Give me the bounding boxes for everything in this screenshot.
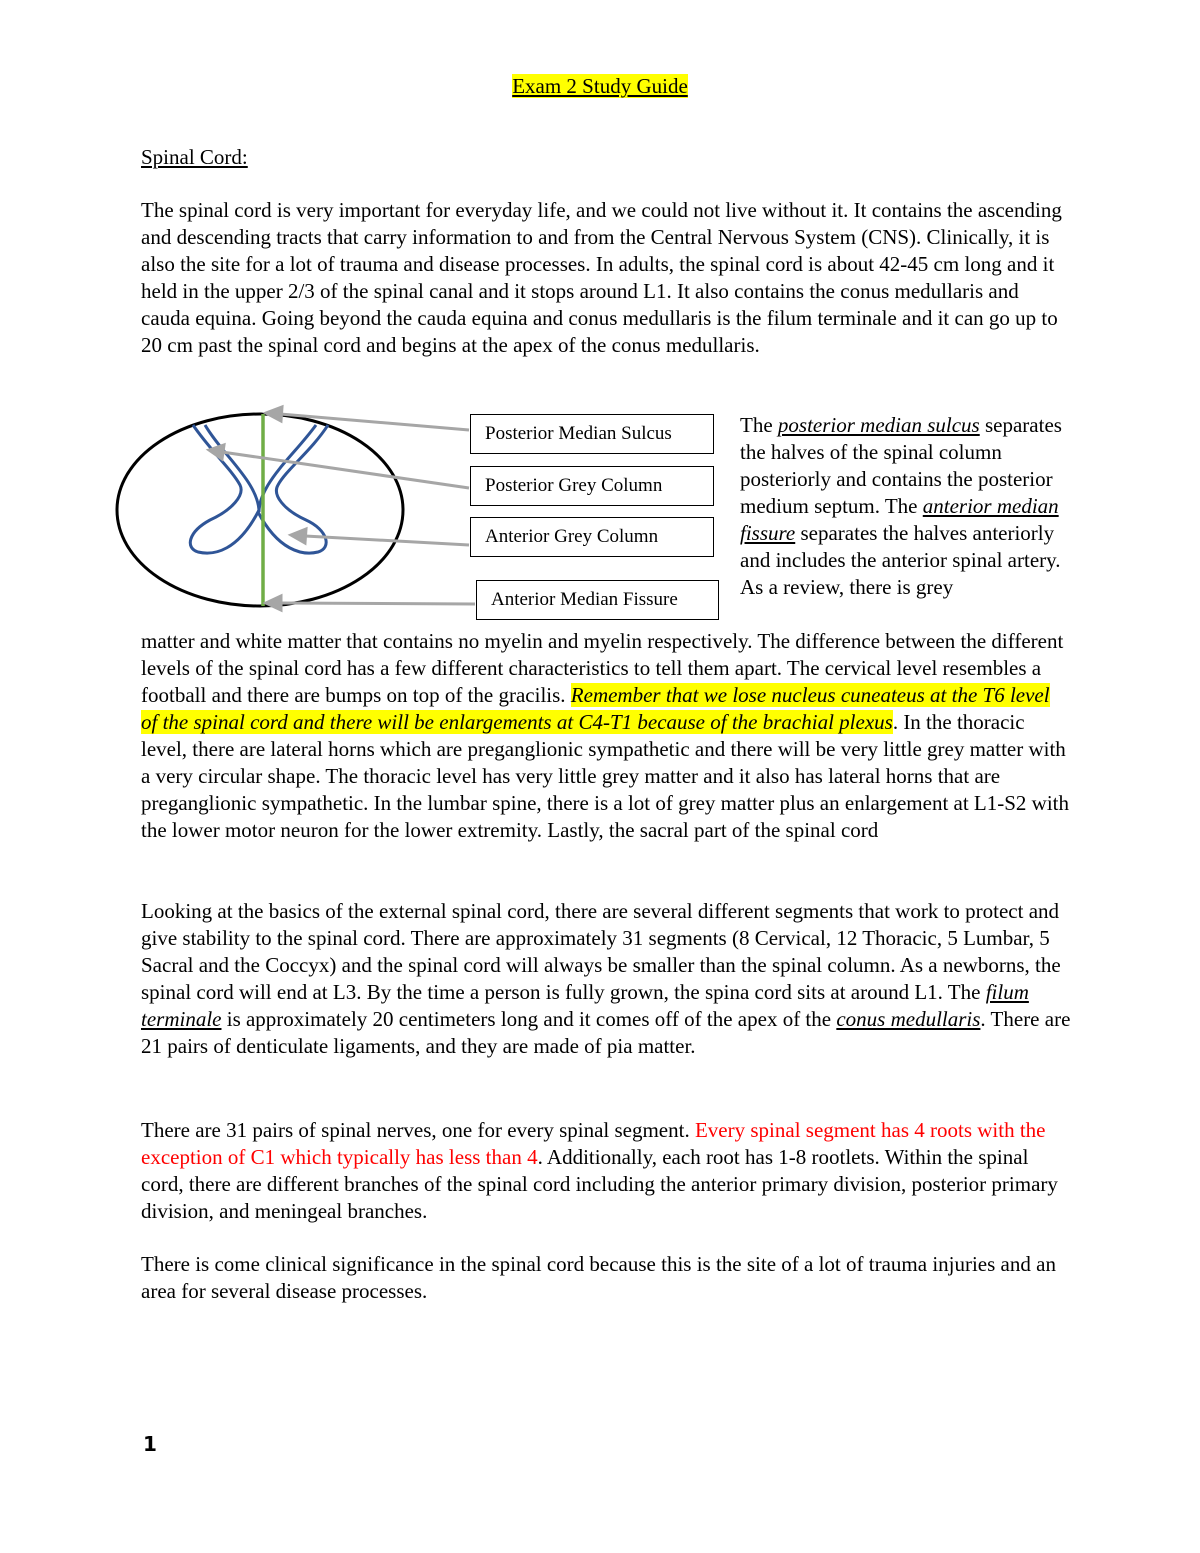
paragraph-spinal-nerves: There are 31 pairs of spinal nerves, one for every spinal segment. Every spinal segment has 4 roots with the exception of C1 which typically has less than 4. Additionally, each root has 1-8 rootlets. Within the spinal cord, there are different branches of the spinal cord including the anterior primary division, posterior primary division, and meningeal branches. [141,1118,1058,1223]
page-number: 1 [143,1432,157,1456]
side-paragraph: The posterior median sulcus separates the halves of the spinal column posteriorly and contains the posterior medium septum. The anterior median fissure separates the halves anteriorly and includes the anterior spinal artery. As a review, there is grey [740,413,1062,599]
page-title: Exam 2 Study Guide [512,74,688,98]
highlighted-note: Remember that we lose nucleus cuneateus at the T6 level of the spinal cord and there will be enlargements at C4-T1 because of the brachial plexus [141,683,1050,734]
label-anterior-median-fissure: Anterior Median Fissure [476,580,719,620]
term-conus-medullaris: conus medullaris [836,1007,981,1031]
paragraph-external-spinal-cord: Looking at the basics of the external spinal cord, there are several different segments that work to protect and give stability to the spinal cord. There are approximately 31 segments (8 Cervical, 12 Thoracic, 5 Lumbar, 5 Sacral and the Coccyx) and the spinal cord will always be smaller than the spinal column. As a newborns, the spinal cord will end at L3. By the time a person is fully grown, the spina cord sits at around L1. The filum terminale is approximately 20 centimeters long and it comes off of the apex of the conus medullaris. There are 21 pairs of denticulate ligaments, and they are made of pia matter. [141,899,1071,1058]
term-posterior-median-sulcus: posterior median sulcus [777,413,980,437]
label-posterior-grey-column: Posterior Grey Column [470,466,714,506]
label-posterior-median-sulcus: Posterior Median Sulcus [470,414,714,454]
grey-matter-inner [205,425,316,512]
pointer-arrows [209,407,475,610]
grey-matter-shape [190,425,328,553]
term-anterior-median-fissure: anterior median fissure [740,494,1059,545]
paragraph-clinical-significance: There is come clinical significance in the spinal cord because this is the site of a lot of trauma injuries and an area for several disease processes. [141,1252,1056,1303]
term-filum-terminale: filum terminale [141,980,1029,1031]
label-anterior-grey-column: Anterior Grey Column [470,517,714,557]
paragraph-continued: matter and white matter that contains no myelin and myelin respectively. The difference between the different levels of the spinal cord has a few different characteristics to tell them apart. The cervical level resembles a football and there are bumps on top of the gracilis. Remember that we lose nucleus cuneateus at the T6 level of the spinal cord and there will be enlargements at C4-T1 because of the brachial plexus. In the thoracic level, there are lateral horns which are preganglionic sympathetic and there will be very little grey matter with a very circular shape. The thoracic level has very little grey matter and it also has lateral horns that are preganglionic sympathetic. In the lumbar spine, there is a lot of grey matter plus an enlargement at L1-S2 with the lower motor neuron for the lower extremity. Lastly, the sacral part of the spinal cord [141,629,1070,842]
paragraph-intro: The spinal cord is very important for everyday life, and we could not live without it. It contains the ascending and descending tracts that carry information to and from the Central Nervous System (CNS). Clinically, it is also the site for a lot of trauma and disease processes. In adults, the spinal cord is about 42-45 cm long and it held in the upper 2/3 of the spinal canal and it stops around L1. It also contains the conus medullaris and cauda equina. Going beyond the cauda equina and conus medullaris is the filum terminale and it can go up to 20 cm past the spinal cord and begins at the apex of the conus medullaris. [141,198,1062,357]
section-heading: Spinal Cord: [141,145,248,169]
red-note: Every spinal segment has 4 roots with the exception of C1 which typically has less than 4 [141,1118,1046,1169]
